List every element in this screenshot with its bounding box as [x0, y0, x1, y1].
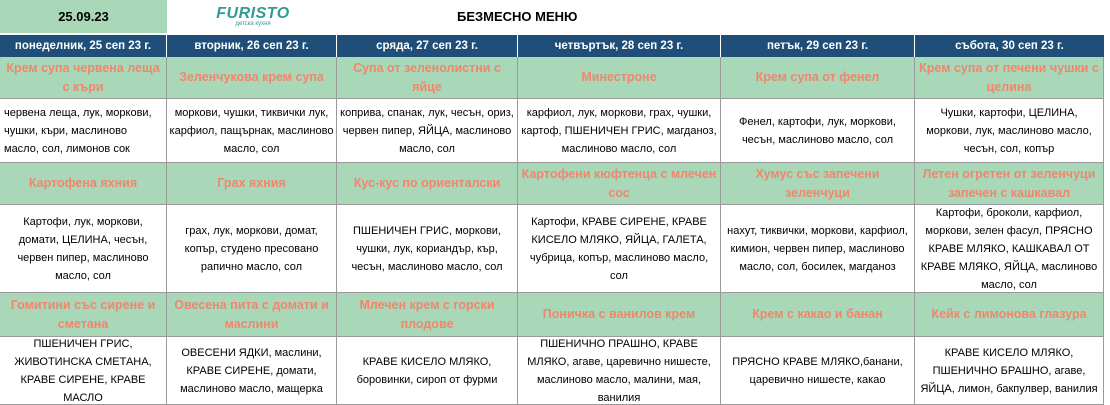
ingredients-cell: ПШЕНИЧЕН ГРИС, ЖИВОТИНСКА СМЕТАНА, КРАВЕ СИРЕНЕ, КРАВЕ МАСЛО: [0, 337, 167, 404]
dish-cell: Летен огретен от зеленчуци запечен с кашкавал: [915, 163, 1104, 204]
dish-cell: Млечен крем с горски плодове: [337, 293, 518, 336]
ingredients-cell: карфиол, лук, моркови, грах, чушки, картоф, ПШЕНИЧЕН ГРИС, магданоз, маслиново масло, сол: [518, 99, 721, 162]
ingredients-cell: коприва, спанак, лук, чесън, ориз, червен пипер, ЯЙЦА, маслиново масло, сол: [337, 99, 518, 162]
dish-cell: Кейк с лимонова глазура: [915, 293, 1104, 336]
dish-cell: Грах яхния: [167, 163, 337, 204]
ingredients-cell: ПРЯСНО КРАВЕ МЛЯКО,банани, царевично нишесте, какао: [721, 337, 915, 404]
menu-grid: [0, 57, 1104, 405]
ingredients-cell: ПШЕНИЧНО ПРАШНО, КРАВЕ МЛЯКО, агаве, царевично нишесте, маслиново масло, малини, мая, ванилия: [518, 337, 721, 404]
ingredients-cell: Фенел, картофи, лук, моркови, чесън, маслиново масло, сол: [721, 99, 915, 162]
day-header-tuesday: вторник, 26 сеп 23 г.: [167, 35, 337, 57]
ingredients-cell: моркови, чушки, тиквички лук, карфиол, пащърнак, маслиново масло, сол: [167, 99, 337, 162]
ingredients-cell: Картофи, КРАВЕ СИРЕНЕ, КРАВЕ КИСЕЛО МЛЯКО, ЯЙЦА, ГАЛЕТА, чубрица, копър, маслиново масло, сол: [518, 205, 721, 292]
dish-cell: Крем супа от печени чушки с целина: [915, 57, 1104, 98]
dish-row-dessert: [0, 293, 1104, 337]
day-header-thursday: четвъртък, 28 сеп 23 г.: [518, 35, 721, 57]
dish-cell: Минестроне: [518, 57, 721, 98]
ingredients-row-main: [0, 205, 1104, 293]
ingredients-cell: Чушки, картофи, ЦЕЛИНА, моркови, лук, маслиново масло, чесън, сол, копър: [915, 99, 1104, 162]
day-header-friday: петък, 29 сеп 23 г.: [721, 35, 915, 57]
dish-cell: Крем супа от фенел: [721, 57, 915, 98]
ingredients-row-dessert: [0, 337, 1104, 405]
dish-cell: Крем супа червена леща с къри: [0, 57, 167, 98]
dish-cell: Овесена пита с домати и маслини: [167, 293, 337, 336]
ingredients-cell: нахут, тиквички, моркови, карфиол, кимион, червен пипер, маслиново масло, сол, босилек, магданоз: [721, 205, 915, 292]
dish-cell: Кус-кус по ориенталски: [337, 163, 518, 204]
logo-wordmark: FURISTO: [216, 4, 290, 22]
ingredients-cell: ПШЕНИЧЕН ГРИС, моркови, чушки, лук, кориандър, кър, чесън, маслиново масло, сол: [337, 205, 518, 292]
dish-cell: Картофени кюфтенца с млечен сос: [518, 163, 721, 204]
dish-cell: Гомитини със сирене и сметана: [0, 293, 167, 336]
day-header-monday: понеделник, 25 сеп 23 г.: [0, 35, 167, 57]
dish-row-soup: [0, 57, 1104, 99]
day-header-saturday: събота, 30 сеп 23 г.: [955, 40, 1064, 52]
dish-cell: Поничка с ванилов крем: [518, 293, 721, 336]
ingredients-cell: КРАВЕ КИСЕЛО МЛЯКО, ПШЕНИЧНО БРАШНО, агаве, ЯЙЦА, лимон, бакпулвер, ванилия: [915, 337, 1104, 404]
ingredients-cell: Картофи, броколи, карфиол, моркови, зелен фасул, ПРЯСНО КРАВЕ МЛЯКО, КАШКАВАЛ ОТ КРАВЕ МЛЯКО, ЯЙЦА, маслиново масло, сол: [915, 205, 1104, 292]
furisto-logo: [168, 0, 338, 33]
dish-cell: Зеленчукова крем супа: [167, 57, 337, 98]
dish-cell: Крем с какао и банан: [721, 293, 915, 336]
ingredients-cell: ОВЕСЕНИ ЯДКИ, маслини, КРАВЕ СИРЕНЕ, домати, маслиново масло, мащерка: [167, 337, 337, 404]
menu-date: 25.09.23: [0, 0, 168, 33]
logo-subtitle: детска кухня: [235, 20, 271, 27]
dish-row-main: [0, 163, 1104, 205]
dish-cell: Супа от зеленолистни с яйце: [337, 57, 518, 98]
day-header-wednesday: сряда, 27 сеп 23 г.: [337, 35, 518, 57]
ingredients-cell: КРАВЕ КИСЕЛО МЛЯКО, боровинки, сироп от фурми: [337, 337, 518, 404]
top-banner: [0, 0, 1104, 33]
dish-cell: Хумус със запечени зеленчуци: [721, 163, 915, 204]
ingredients-cell: Картофи, лук, моркови, домати, ЦЕЛИНА, чесън, червен пипер, маслиново масло, сол: [0, 205, 167, 292]
ingredients-row-soup: [0, 99, 1104, 163]
page-title: БЕЗМЕСНО МЕНЮ: [457, 9, 578, 24]
dish-cell: Картофена яхния: [0, 163, 167, 204]
ingredients-cell: червена леща, лук, моркови, чушки, къри, маслиново масло, сол, лимонов сок: [0, 99, 167, 162]
ingredients-cell: грах, лук, моркови, домат, копър, студено пресовано рапично масло, сол: [167, 205, 337, 292]
day-header-row: [0, 35, 1104, 57]
